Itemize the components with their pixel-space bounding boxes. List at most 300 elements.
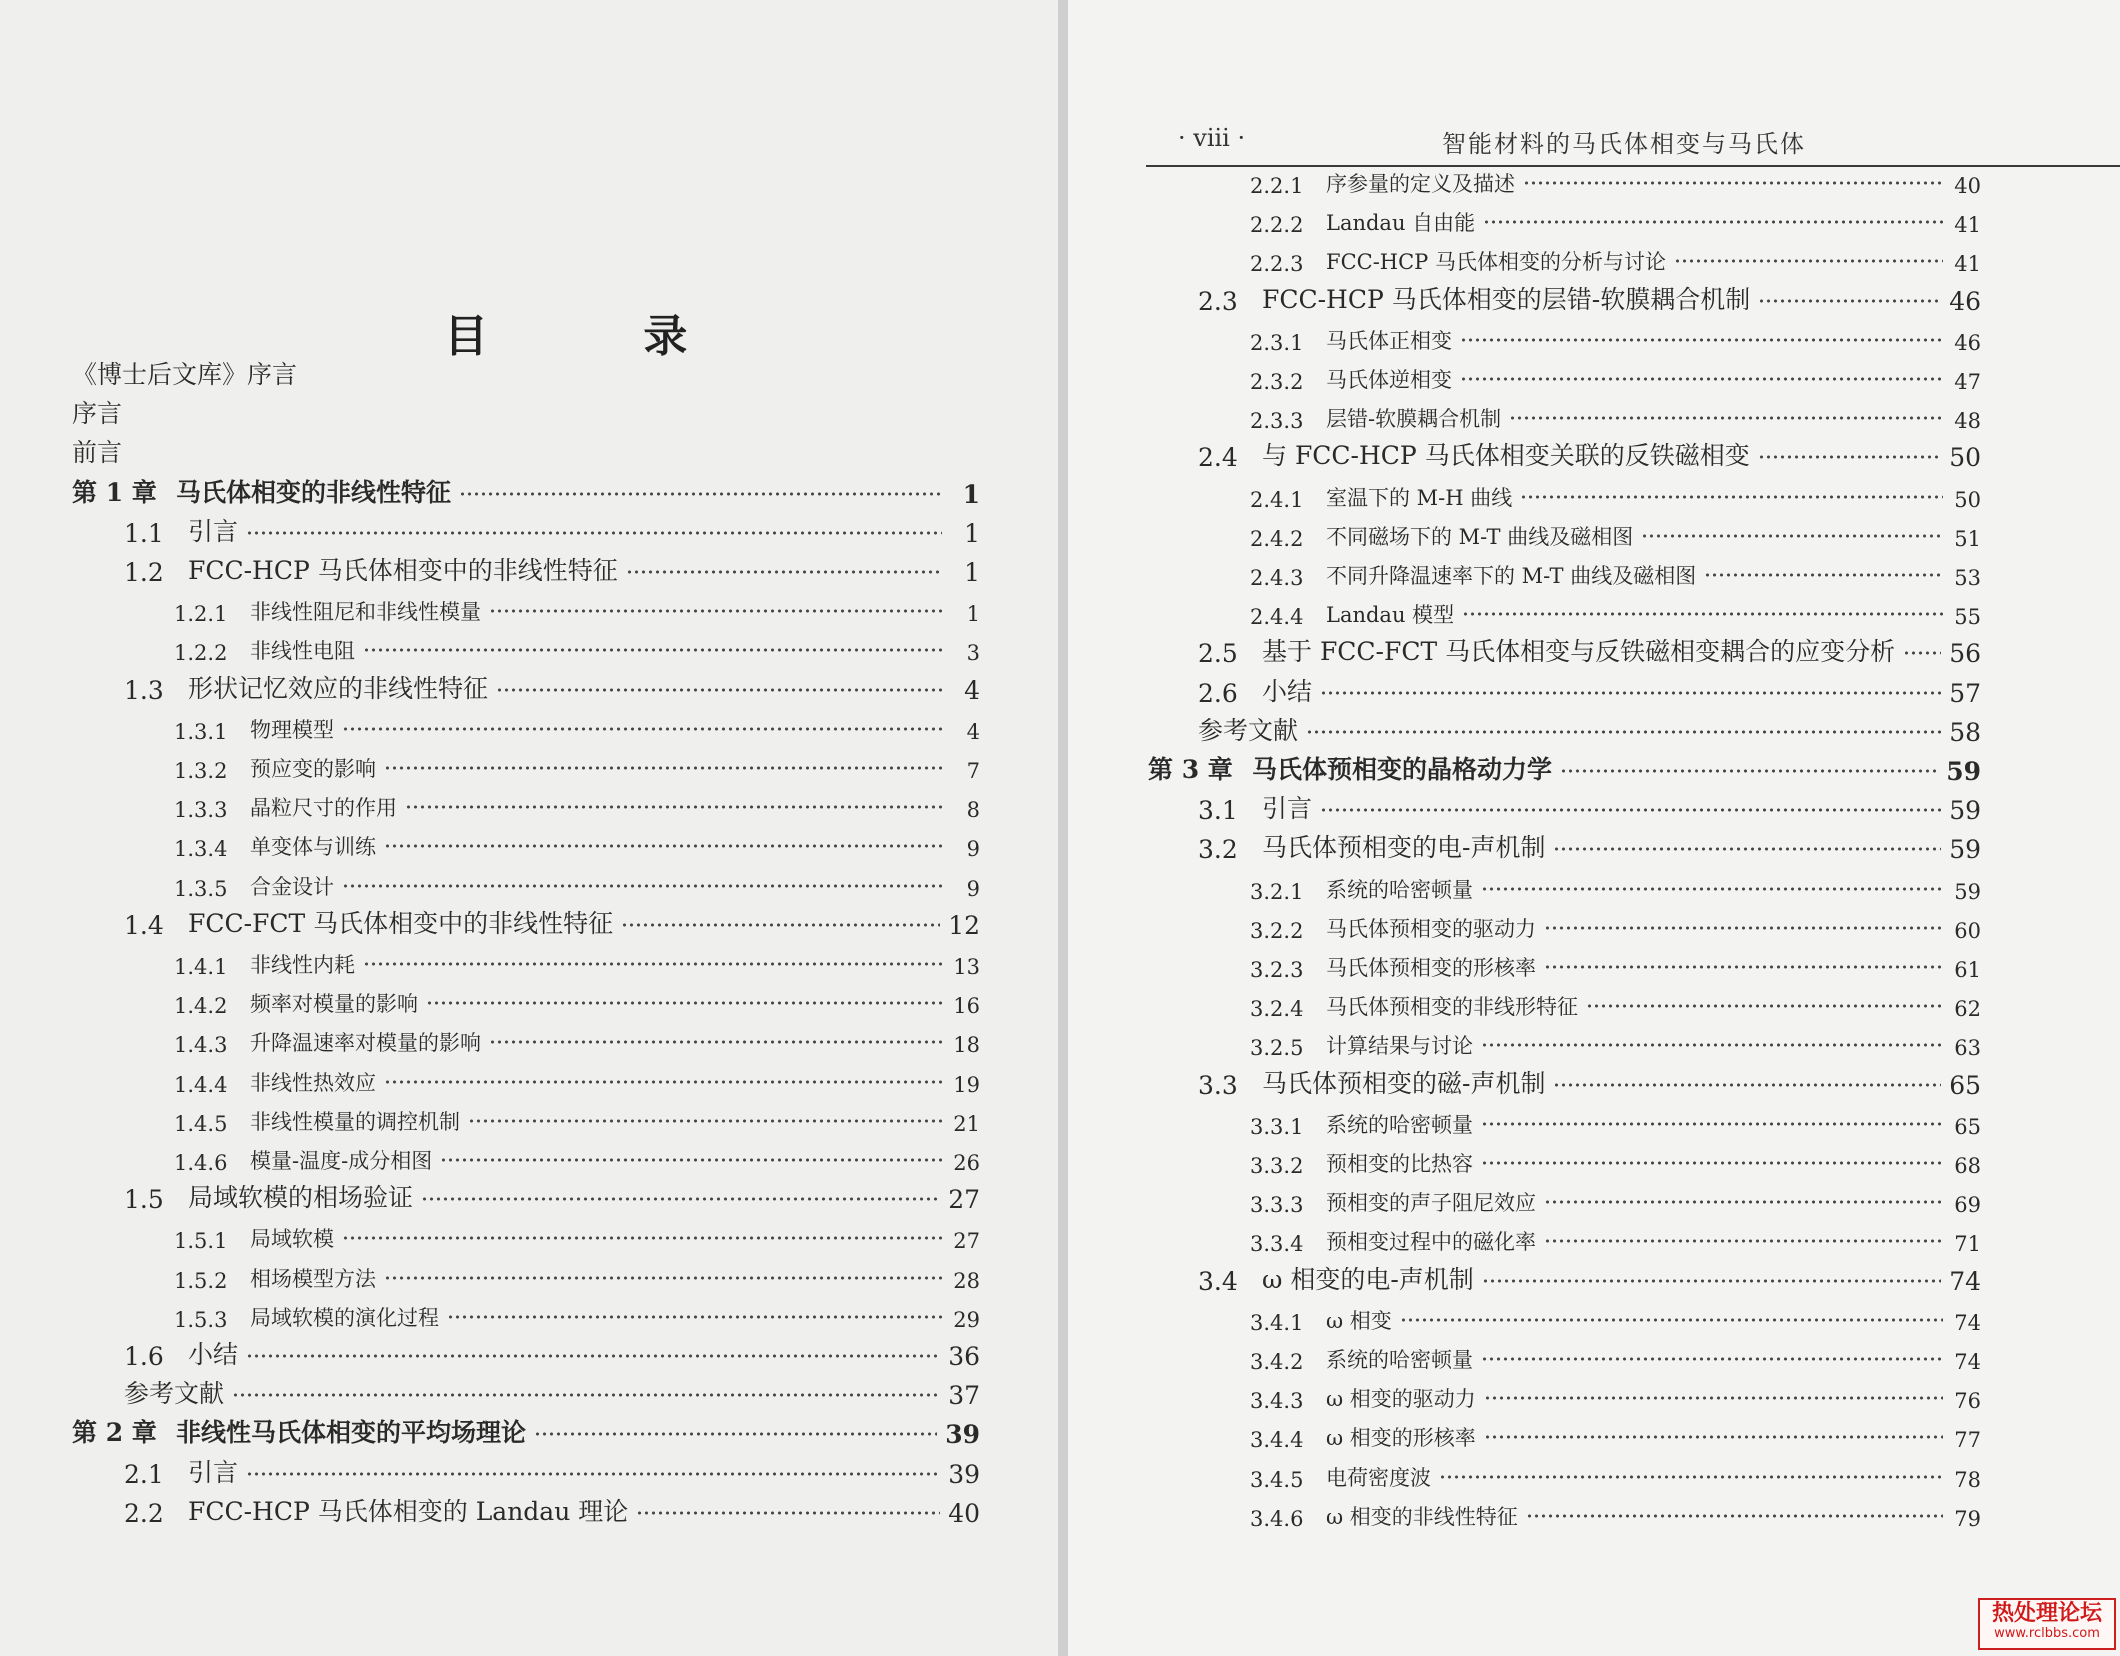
- dot-leader: [1481, 1158, 1943, 1168]
- toc-entry: [1250, 319, 1981, 355]
- toc-entry-title: 小结: [188, 1340, 239, 1369]
- toc-entry: [1250, 1103, 1981, 1139]
- toc-entry: [1250, 1142, 1981, 1178]
- toc-entry: [1250, 593, 1981, 629]
- toc-entry: [174, 590, 980, 626]
- toc-entry-number: 2.4.4: [1250, 605, 1304, 630]
- toc-entry: [124, 904, 980, 940]
- dot-leader: [426, 998, 942, 1008]
- dot-leader: [232, 1390, 940, 1400]
- toc-entry: [1250, 554, 1981, 590]
- toc-entry-number: 3.4.3: [1250, 1389, 1304, 1414]
- toc-entry: [1250, 240, 1981, 276]
- toc-entry-page: 3: [966, 641, 980, 666]
- toc-entry-page: 40: [948, 1498, 980, 1528]
- dot-leader: [1481, 1119, 1943, 1129]
- toc-entry-page: 65: [1954, 1114, 1981, 1139]
- toc-entry-number: 1.3.2: [174, 759, 228, 783]
- dot-leader: [1553, 1080, 1941, 1090]
- toc-entry-title: 马氏体预相变的磁-声机制: [1262, 1068, 1546, 1098]
- dot-leader: [1481, 884, 1943, 894]
- toc-entry-title: 非线性电阻: [250, 639, 355, 664]
- toc-entry-number: 1.4.5: [174, 1111, 228, 1136]
- toc-entry-number: 2.3.3: [1250, 409, 1304, 434]
- toc-entry: [1250, 1377, 1981, 1413]
- toc-entry: [174, 1021, 980, 1057]
- toc-entry-number: 1.3.5: [174, 876, 228, 901]
- toc-entry-title: 小结: [1262, 676, 1313, 706]
- toc-entry-number: 1.4.6: [174, 1151, 228, 1175]
- toc-entry-number: 3.4.1: [1250, 1310, 1304, 1335]
- toc-entry-page: 61: [1954, 958, 1981, 982]
- toc-entry-number: 第 1 章: [72, 477, 157, 507]
- toc-entry-title: FCC-HCP 马氏体相变的层错-软膜耦合机制: [1262, 284, 1751, 314]
- right-page: [1068, 0, 2120, 1656]
- toc-entry-page: 65: [1949, 1070, 1981, 1100]
- toc-entry-number: 2.3: [1198, 286, 1238, 316]
- toc-entry-number: 1.3: [124, 675, 164, 705]
- toc-entry-number: 1.6: [124, 1342, 164, 1371]
- toc-entry: [124, 1335, 980, 1371]
- dot-leader: [489, 1037, 942, 1047]
- toc-entry-title: ω 相变的电-声机制: [1262, 1264, 1474, 1294]
- stamp-title: 热处理论坛: [1991, 1600, 2102, 1626]
- toc-entry: [1250, 162, 1981, 198]
- toc-entry-number: 第 3 章: [1148, 755, 1233, 784]
- toc-entry: [1250, 1456, 1981, 1492]
- toc-entry-number: 1.3.1: [174, 719, 228, 744]
- toc-entry-number: 1.4.1: [174, 955, 228, 979]
- toc-entry-number: 2.4.2: [1250, 526, 1304, 551]
- toc-entry-title: 马氏体预相变的晶格动力学: [1252, 755, 1553, 784]
- dot-leader: [1460, 374, 1943, 384]
- dot-leader: [1523, 178, 1943, 188]
- dot-leader: [246, 528, 942, 538]
- toc-entry-page: 74: [1954, 1310, 1981, 1335]
- dot-leader: [1560, 766, 1938, 776]
- dot-leader: [342, 724, 942, 734]
- toc-entry-title: 模量-温度-成分相图: [250, 1149, 433, 1173]
- toc-entry-page: 27: [948, 1185, 980, 1215]
- toc-entry-title: 形状记忆效应的非线性特征: [188, 673, 489, 703]
- toc-entry-number: 2.2.3: [1250, 252, 1304, 277]
- toc-entry: [1250, 985, 1981, 1021]
- page-number: · viii ·: [1178, 124, 1246, 152]
- toc-entry-title: 晶粒尺寸的作用: [250, 796, 397, 821]
- toc-entry-title: 非线性阻尼和非线性模量: [250, 600, 481, 625]
- toc-entry-number: 1.5.1: [174, 1229, 228, 1254]
- toc-entry-number: 3.1: [1198, 796, 1238, 826]
- toc-entry-page: 56: [1949, 639, 1981, 669]
- toc-entry-title: 马氏体逆相变: [1326, 368, 1452, 392]
- dot-leader: [459, 489, 942, 499]
- toc-entry-title: 非线性热效应: [250, 1070, 376, 1095]
- toc-entry-page: 1: [964, 518, 980, 548]
- toc-entry: [174, 1061, 980, 1097]
- toc-entry: [174, 1139, 980, 1175]
- dot-leader: [1758, 296, 1941, 306]
- toc-entry-number: 2.2.1: [1250, 174, 1304, 198]
- toc-entry-page: 74: [1954, 1350, 1981, 1374]
- dot-leader: [1400, 1315, 1943, 1325]
- toc-entry-title: 引言: [188, 516, 239, 546]
- toc-entry-title: 预应变的影响: [250, 757, 376, 781]
- toc-entry-title: 计算结果与讨论: [1326, 1034, 1473, 1059]
- dot-leader: [447, 1312, 942, 1322]
- forum-watermark-stamp: [1978, 1598, 2116, 1650]
- toc-entry-page: 41: [1954, 213, 1981, 238]
- toc-entry: [124, 1178, 980, 1214]
- toc-entry-number: 1.2.1: [174, 602, 228, 627]
- toc-entry-title: 马氏体预相变的电-声机制: [1262, 833, 1546, 863]
- dot-leader: [621, 920, 940, 930]
- toc-entry: [174, 943, 980, 979]
- toc-entry: [1198, 1064, 1981, 1100]
- toc-entry-title: 参考文献: [1198, 715, 1299, 745]
- toc-entry-number: 1.5.3: [174, 1307, 228, 1332]
- toc-entry-title: ω 相变: [1326, 1308, 1392, 1333]
- toc-entry-title: 升降温速率对模量的影响: [250, 1031, 481, 1056]
- toc-entry-title: FCC-HCP 马氏体相变的 Landau 理论: [188, 1496, 629, 1526]
- toc-entry-page: 78: [1954, 1467, 1981, 1492]
- toc-entry: [174, 708, 980, 744]
- toc-entry-page: 18: [953, 1033, 980, 1058]
- toc-entry: [1250, 1181, 1981, 1217]
- toc-entry-number: 第 2 章: [72, 1418, 157, 1448]
- toc-entry-title: 室温下的 M-H 曲线: [1326, 485, 1513, 510]
- dot-leader: [384, 1077, 942, 1087]
- toc-entry-page: 12: [948, 910, 980, 940]
- toc-entry: [72, 433, 122, 469]
- toc-entry-title: 非线性模量的调控机制: [250, 1109, 460, 1134]
- toc-entry-number: 1.4: [124, 910, 164, 940]
- toc-entry-number: 2.1: [124, 1459, 164, 1489]
- toc-entry-page: 4: [966, 719, 980, 744]
- toc-entry: [124, 551, 980, 587]
- toc-entry-number: 3.2.4: [1250, 997, 1304, 1022]
- running-title: 智能材料的马氏体相变与马氏体: [1442, 130, 1806, 158]
- toc-entry-number: 3.3.3: [1250, 1193, 1304, 1218]
- toc-entry-page: 50: [1954, 487, 1981, 512]
- toc-entry-number: 3.2.3: [1250, 958, 1304, 982]
- toc-entry-number: 2.2: [124, 1498, 164, 1528]
- toc-entry-title: ω 相变的驱动力: [1326, 1387, 1476, 1412]
- toc-entry-page: 59: [1949, 835, 1981, 865]
- toc-entry-page: 8: [966, 798, 980, 823]
- dot-leader: [1462, 609, 1943, 619]
- toc-entry-page: 26: [953, 1151, 980, 1175]
- dot-leader: [246, 1469, 940, 1479]
- toc-entry: [1250, 1220, 1981, 1256]
- toc-entry-page: 77: [1954, 1428, 1981, 1453]
- toc-entry: [174, 1100, 980, 1136]
- toc-entry-title: 引言: [1262, 794, 1313, 824]
- toc-entry-page: 59: [1946, 757, 1981, 786]
- toc-entry-title: 马氏体预相变的非线形特征: [1326, 995, 1578, 1020]
- dot-leader: [1481, 1040, 1943, 1050]
- dot-leader: [1586, 1001, 1943, 1011]
- toc-entry: [1250, 515, 1981, 551]
- dot-leader: [1526, 1511, 1943, 1521]
- toc-entry-page: 7: [966, 759, 980, 783]
- dot-leader: [1544, 1236, 1943, 1246]
- toc-entry-title: ω 相变的形核率: [1326, 1426, 1476, 1451]
- toc-entry-number: 1.5: [124, 1185, 164, 1215]
- toc-entry: [1250, 201, 1981, 237]
- toc-entry-page: 29: [953, 1307, 980, 1332]
- toc-entry: [1250, 946, 1981, 982]
- toc-entry-number: 2.2.2: [1250, 213, 1304, 238]
- toc-entry-title: 引言: [188, 1457, 239, 1487]
- toc-entry-page: 37: [948, 1381, 980, 1411]
- toc-entry-title: 系统的哈密顿量: [1326, 1112, 1473, 1137]
- toc-entry-title: 预相变的声子阻尼效应: [1326, 1191, 1536, 1216]
- toc-entry-title: 序参量的定义及描述: [1326, 172, 1515, 196]
- toc-entry: [1198, 280, 1981, 316]
- toc-entry-number: 1.4.3: [174, 1033, 228, 1058]
- toc-entry-page: 71: [1954, 1232, 1981, 1257]
- dot-leader: [342, 881, 942, 891]
- toc-entry: [1198, 789, 1981, 825]
- toc-entry-number: 3.4.2: [1250, 1350, 1304, 1374]
- toc-entry-title: Landau 自由能: [1326, 211, 1476, 236]
- toc-entry-number: 2.6: [1198, 678, 1238, 708]
- toc-entry-title: 预相变过程中的磁化率: [1326, 1230, 1536, 1255]
- toc-entry-page: 1: [966, 602, 980, 627]
- toc-entry: [1250, 1024, 1981, 1060]
- toc-entry-title: 层错-软膜耦合机制: [1326, 407, 1502, 432]
- toc-entry-number: 2.3.2: [1250, 370, 1304, 394]
- toc-entry-title: Landau 模型: [1326, 603, 1455, 628]
- toc-entry-title: 序言: [72, 399, 123, 429]
- dot-leader: [342, 1233, 942, 1243]
- dot-leader: [246, 1351, 940, 1361]
- toc-entry: [124, 1453, 980, 1489]
- toc-entry-number: 2.5: [1198, 639, 1238, 669]
- dot-leader: [1758, 452, 1941, 462]
- dot-leader: [1484, 1432, 1943, 1442]
- toc-entry-number: 3.2.5: [1250, 1036, 1304, 1061]
- dot-leader: [1544, 1197, 1943, 1207]
- toc-entry-title: 马氏体正相变: [1326, 328, 1452, 353]
- dot-leader: [626, 567, 942, 577]
- toc-entry-number: 1.1: [124, 518, 164, 548]
- toc-entry-title: 局域软模的相场验证: [188, 1183, 414, 1213]
- toc-entry-number: 3.4.6: [1250, 1506, 1304, 1531]
- dot-leader: [1674, 256, 1943, 266]
- toc-entry-number: 3.4.5: [1250, 1467, 1304, 1492]
- dot-leader: [496, 685, 942, 695]
- toc-entry: [1198, 711, 1981, 747]
- toc-entry: [174, 1257, 980, 1293]
- toc-entry-title: FCC-HCP 马氏体相变中的非线性特征: [188, 556, 618, 585]
- toc-entry-page: 68: [1954, 1154, 1981, 1178]
- toc-entry-page: 47: [1954, 370, 1981, 394]
- toc-entry: [72, 473, 980, 509]
- toc-entry-number: 1.5.2: [174, 1268, 228, 1293]
- toc-entry: [72, 355, 297, 391]
- dot-leader: [421, 1194, 940, 1204]
- toc-entry: [1250, 476, 1981, 512]
- toc-entry-title: 频率对模量的影响: [250, 992, 418, 1017]
- toc-entry-page: 79: [1954, 1506, 1981, 1531]
- toc-entry: [1198, 632, 1981, 668]
- toc-entry-page: 9: [966, 837, 980, 862]
- toc-entry-page: 59: [1954, 879, 1981, 904]
- dot-leader: [1903, 648, 1941, 658]
- toc-entry-title: 相场模型方法: [250, 1266, 376, 1291]
- dot-leader: [405, 802, 942, 812]
- toc-entry-title: 局域软模: [250, 1227, 334, 1252]
- toc-entry: [124, 1492, 980, 1528]
- toc-entry-number: 2.4.3: [1250, 566, 1304, 590]
- dot-leader: [489, 606, 942, 616]
- toc-entry-page: 53: [1954, 566, 1981, 590]
- toc-entry-title: 前言: [72, 438, 123, 468]
- toc-entry-number: 3.4.4: [1250, 1428, 1304, 1453]
- toc-entry-page: 19: [953, 1072, 980, 1097]
- toc-entry-page: 55: [1954, 605, 1981, 630]
- toc-entry-page: 36: [948, 1342, 980, 1371]
- toc-entry-title: 不同升降温速率下的 M-T 曲线及磁相图: [1326, 564, 1697, 588]
- dot-leader: [1306, 727, 1941, 737]
- toc-entry-title: FCC-HCP 马氏体相变的分析与讨论: [1326, 250, 1666, 275]
- toc-entry-page: 1: [964, 558, 980, 587]
- toc-entry-page: 16: [953, 994, 980, 1019]
- toc-entry-number: 3.3.2: [1250, 1154, 1304, 1178]
- toc-entry-page: 28: [953, 1268, 980, 1293]
- toc-entry-number: 3.3.1: [1250, 1114, 1304, 1139]
- toc-entry: [72, 394, 122, 430]
- dot-leader: [384, 1273, 942, 1283]
- toc-entry-page: 39: [945, 1420, 980, 1450]
- toc-entry-page: 51: [1954, 526, 1981, 551]
- toc-entry-title: 局域软模的演化过程: [250, 1305, 439, 1330]
- toc-entry-number: 1.3.4: [174, 837, 228, 862]
- toc-entry-page: 63: [1954, 1036, 1981, 1061]
- toc-entry: [1250, 397, 1981, 433]
- toc-entry-number: 1.2: [124, 558, 164, 587]
- toc-entry: [1250, 1416, 1981, 1452]
- toc-entry-number: 2.4: [1198, 443, 1238, 473]
- dot-leader: [363, 645, 942, 655]
- toc-entry-page: 27: [953, 1229, 980, 1254]
- toc-entry-page: 39: [948, 1459, 980, 1489]
- toc-entry-page: 62: [1954, 997, 1981, 1022]
- toc-entry: [1250, 1299, 1981, 1335]
- toc-entry-number: 2.3.1: [1250, 330, 1304, 355]
- toc-entry-title: 单变体与训练: [250, 835, 376, 860]
- toc-entry-title: 基于 FCC-FCT 马氏体相变与反铁磁相变耦合的应变分析: [1262, 637, 1896, 667]
- dot-leader: [1439, 1472, 1943, 1482]
- dot-leader: [636, 1508, 940, 1518]
- toc-entry-page: 74: [1949, 1266, 1981, 1296]
- toc-entry-title: 《博士后文库》序言: [72, 360, 298, 389]
- dot-leader: [1544, 923, 1943, 933]
- toc-entry: [1250, 1338, 1981, 1374]
- toc-entry-page: 13: [953, 955, 980, 979]
- toc-entry-title: 非线性内耗: [250, 953, 355, 977]
- toc-entry-title: 马氏体预相变的形核率: [1326, 956, 1536, 980]
- toc-entry-number: 1.3.3: [174, 798, 228, 823]
- toc-entry-number: 3.2: [1198, 835, 1238, 865]
- toc-entry-number: 3.2.2: [1250, 918, 1304, 943]
- toc-entry-page: 40: [1954, 174, 1981, 198]
- toc-entry: [174, 786, 980, 822]
- toc-entry-number: 3.2.1: [1250, 879, 1304, 904]
- toc-entry: [174, 982, 980, 1018]
- toc-entry: [1198, 672, 1981, 708]
- toc-entry: [174, 1296, 980, 1332]
- dot-leader: [384, 841, 942, 851]
- toc-entry: [124, 669, 980, 705]
- toc-entry-page: 76: [1954, 1389, 1981, 1414]
- dot-leader: [1484, 1393, 1943, 1403]
- toc-entry-number: 3.3: [1198, 1070, 1238, 1100]
- toc-entry-page: 1: [962, 479, 980, 509]
- dot-leader: [1641, 531, 1943, 541]
- toc-entry: [174, 629, 980, 665]
- toc-entry-title: 合金设计: [250, 874, 334, 899]
- toc-entry: [1198, 828, 1981, 864]
- toc-entry: [124, 1374, 980, 1410]
- toc-entry-page: 69: [1954, 1193, 1981, 1218]
- toc-entry: [1148, 750, 1981, 786]
- toc-entry-page: 48: [1954, 409, 1981, 434]
- dot-leader: [440, 1155, 942, 1165]
- toc-entry: [174, 865, 980, 901]
- toc-entry: [72, 1413, 980, 1449]
- dot-leader: [1704, 570, 1943, 580]
- toc-entry-title: 不同磁场下的 M-T 曲线及磁相图: [1326, 524, 1634, 549]
- toc-entry-page: 46: [1949, 286, 1981, 316]
- toc-entry-page: 4: [964, 675, 980, 705]
- dot-leader: [1509, 413, 1943, 423]
- dot-leader: [1460, 335, 1943, 345]
- toc-entry-title: 预相变的比热容: [1326, 1152, 1473, 1176]
- toc-entry: [1250, 907, 1981, 943]
- toc-entry-title: 系统的哈密顿量: [1326, 877, 1473, 902]
- dot-leader: [384, 763, 942, 773]
- dot-leader: [1520, 492, 1943, 502]
- toc-entry-page: 9: [966, 876, 980, 901]
- toc-entry-page: 57: [1949, 678, 1981, 708]
- toc-entry-title: 物理模型: [250, 717, 334, 742]
- dot-leader: [1553, 844, 1941, 854]
- toc-entry: [174, 825, 980, 861]
- dot-leader: [534, 1429, 937, 1439]
- toc-entry-page: 21: [953, 1111, 980, 1136]
- toc-entry-page: 50: [1949, 443, 1981, 473]
- toc-entry-page: 58: [1949, 717, 1981, 747]
- dot-leader: [468, 1116, 942, 1126]
- stamp-url: www.rclbbs.com: [1994, 1626, 2100, 1641]
- toc-entry-number: 1.4.4: [174, 1072, 228, 1097]
- toc-title: 目 录: [444, 311, 758, 362]
- toc-entry: [1198, 436, 1981, 472]
- toc-entry: [1250, 1495, 1981, 1531]
- toc-entry-title: 电荷密度波: [1326, 1465, 1431, 1490]
- toc-entry-title: 马氏体预相变的驱动力: [1326, 916, 1536, 941]
- toc-entry: [174, 747, 980, 783]
- toc-entry-title: 与 FCC-HCP 马氏体相变关联的反铁磁相变: [1262, 441, 1750, 471]
- toc-entry-title: ω 相变的非线性特征: [1326, 1504, 1518, 1529]
- dot-leader: [1483, 217, 1943, 227]
- toc-entry-page: 41: [1954, 252, 1981, 277]
- dot-leader: [1482, 1276, 1941, 1286]
- dot-leader: [1320, 805, 1941, 815]
- toc-entry-page: 46: [1954, 330, 1981, 355]
